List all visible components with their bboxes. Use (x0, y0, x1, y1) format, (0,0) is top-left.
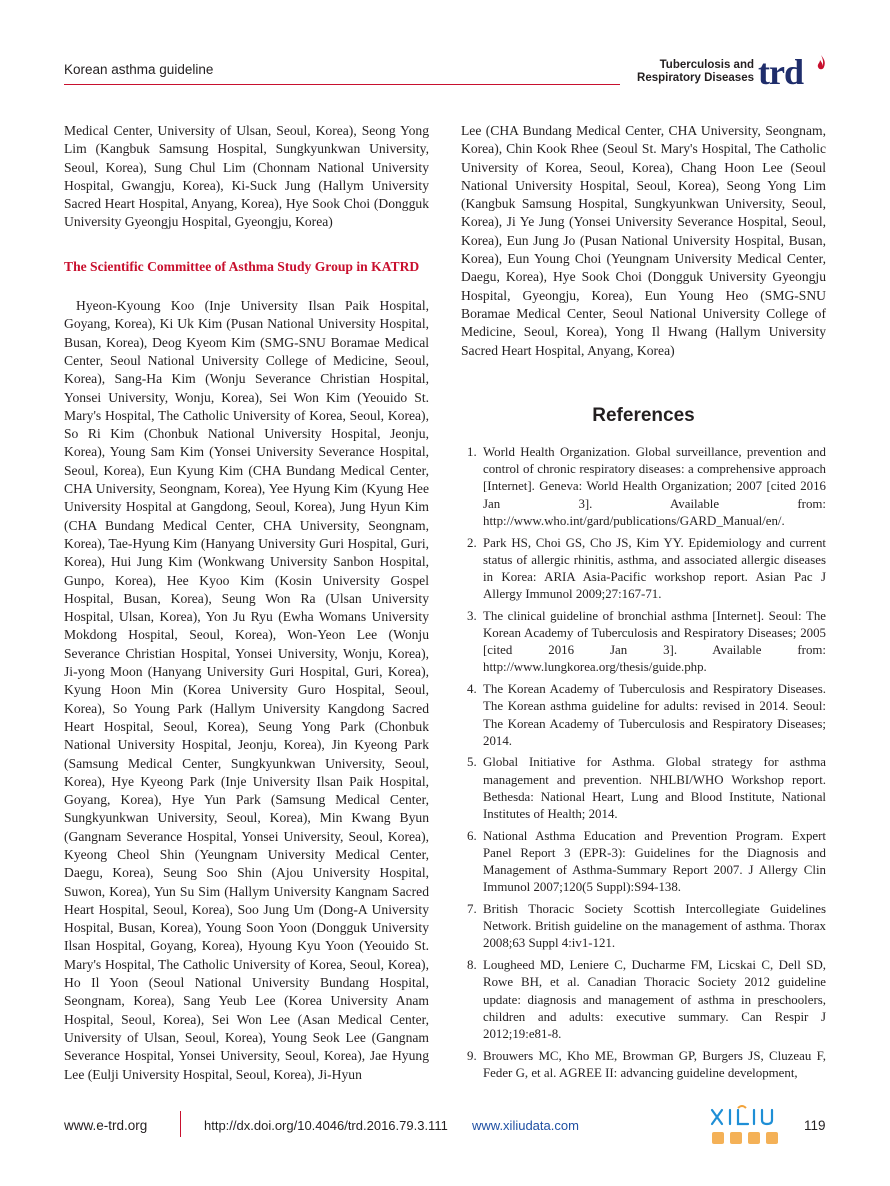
reference-number: 6. (467, 828, 477, 843)
watermark-logo-icon (708, 1104, 798, 1148)
reference-number: 5. (467, 755, 477, 770)
journal-site-link[interactable]: www.e-trd.org (64, 1118, 148, 1133)
reference-text: Park HS, Choi GS, Cho JS, Kim YY. Epidemiology and current status of allergic rhinitis, asthma, and associated allergic diseases in Korea: ARIA Asia-Pacific workshop report. Asian Pac J Allergy Immunol 2009;27:167-71. (483, 535, 826, 602)
journal-name-line2: Respiratory Diseases (637, 72, 754, 84)
section-title: The Scientific Committee of Asthma Study Group in KATRD (64, 258, 420, 274)
reference-number: 8. (467, 958, 477, 973)
reference-text: The clinical guideline of bronchial asthma [Internet]. Seoul: The Korean Academy of Tuberculosis and Respiratory Diseases; 2005 [cited 2016 Jan 3]. Available from: http://www.lungkorea.org/thesis/guide.php. (483, 608, 826, 675)
reference-item (461, 681, 826, 750)
left-column (64, 122, 429, 1084)
reference-number: 4. (467, 682, 477, 697)
page-number: 119 (804, 1118, 826, 1133)
doi-link[interactable]: http://dx.doi.org/10.4046/trd.2016.79.3.111 (204, 1118, 448, 1133)
reference-item (461, 754, 826, 823)
reference-item (461, 828, 826, 897)
watermark-url: www.xiliudata.com (472, 1118, 579, 1133)
reference-item (461, 957, 826, 1043)
reference-text: Lougheed MD, Leniere C, Ducharme FM, Licskai C, Dell SD, Rowe BH, et al. Canadian Thoracic Society 2012 guideline update: diagnosis and management of asthma in preschoolers, children and adults: executive summary. Can Respir J 2012;19:e81-8. (483, 958, 826, 1041)
reference-text: National Asthma Education and Prevention Program. Expert Panel Report 3 (EPR-3): Guidelines for the Diagnosis and Management of Asthma-Summary Report 2007. J Allergy Clin Immunol 2007;120(5 Suppl):S94-138. (483, 828, 826, 895)
committee-members-continued-right: Lee (CHA Bundang Medical Center, CHA University, Seongnam, Korea), Chin Kook Rhee (Seoul St. Mary's Hospital, The Catholic University of Korea, Seoul, Korea), Chang Hoon Lee (Seoul National University Hospital, Seoul, Korea), Seong Yong Lim (Kangbuk Samsung Hospital, Sungkyunkwan University, Seoul, Korea), Ji Ye Jung (Yonsei University Severance Hospital, Seoul, Korea), Eun Jung Jo (Pusan National University Hospital, Busan, Korea), Eun Young Choi (Yeungnam University Medical Center, Daegu, Korea), Hye Sook Choi (Dongguk University Gyeongju Hospital, Gyeongju, Korea), Eun Young Heo (SMG-SNU Boramae Medical Center, Seoul National University College of Medicine, Seoul, Korea), Yong Il Hwang (Hallym University Sacred Heart Hospital, Anyang, Korea) (461, 123, 826, 358)
references-heading: References (592, 405, 695, 426)
running-title: Korean asthma guideline (64, 62, 214, 77)
footer-divider (180, 1111, 181, 1137)
reference-number: 2. (467, 535, 477, 550)
committee-members: Hyeon-Kyoung Koo (Inje University Ilsan Paik Hospital, Goyang, Korea), Ki Uk Kim (Pusan National University Hospital, Busan, Korea), Deog Kyeom Kim (SMG-SNU Boramae Medical Center, Seoul National University College of Medicine, Seoul, Korea), Sang-Ha Kim (Wonju Severance Christian Hospital, Yonsei University, Wonju, Korea), Sei Won Kim (Yeouido St. Mary's Hospital, The Catholic University of Korea, Seoul, Korea), So Ri Kim (Chonbuk National University Hospital, Jeonju, Korea), Young Sam Kim (Yonsei University Severance Hospital, Seoul, Korea), Eun Kyung Kim (CHA Bundang Medical Center, CHA University, Seongnam, Korea), Yee Hyung Kim (Kyung Hee University Hospital at Gangdong, Seoul, Korea), Jung Hyun Kim (CHA Bundang Medical Center, CHA University, Seongnam, Korea), Tae-Hyung Kim (Hanyang University Guri Hospital, Guri, Korea), Hui Jung Kim (Wonkwang University Sanbon Hospital, Gunpo, Korea), Hee Kyoo Kim (Kosin University Gospel Hospital, Busan, Korea), Seung Won Ra (Ulsan University Hospital, Ulsan, Korea), Yon Ju Ryu (Ewha Womans University Mokdong Hospital, Seoul, Korea), Won-Yeon Lee (Wonju Severance Christian Hospital, Yonsei University, Wonju, Korea), Ji-yong Moon (Hanyang University Guri Hospital, Guri, Korea), Kyung Hoon Min (Korea University Guro Hospital, Seoul, Korea), So Young Park (Hallym University Kangdong Sacred Heart Hospital, Seoul, Korea), Seung Yong Park (Chonbuk National University Hospital, Jeonju, Korea), Jin Kyeong Park (Samsung Medical Center, Sungkyunkwan University, Seoul, Korea), Hye Kyeong Park (Inje University Ilsan Paik Hospital, Goyang, Korea), Hye Yun Park (Samsung Medical Center, Sungkyunkwan University, Seoul, Korea), Min Kwang Byun (Gangnam Severance Hospital, Yonsei University, Seoul, Korea), Kyeong Cheol Shin (Yeungnam University Medical Center, Daegu, Korea), Seung Soo Shin (Ajou University Hospital, Suwon, Korea), Yun Su Sim (Hallym University Kangnam Sacred Heart Hospital, Seoul, Korea), Soo Jung Um (Dong-A University Hospital, Busan, Korea), Young Soon Yoon (Dongguk University Ilsan Hospital, Goyang, Korea), Hyoung Kyu Yoon (Yeouido St. Mary's Hospital, The Catholic University of Korea, Seoul, Korea), Ho Il Yoon (Seoul National University Bundang Hospital, Seongnam, Korea), Sang Yeub Lee (Korea University Anam Hospital, Seoul, Korea), Sei Won Lee (Asan Medical Center, University of Ulsan, Seoul, Korea), Young Seok Lee (Gangnam Severance Hospital, Yonsei University, Seoul, Korea), Jae Hyung Lee (Eulji University Hospital, Seoul, Korea), Ji-Hyun (64, 298, 429, 1082)
reference-item (461, 535, 826, 604)
reference-number: 7. (467, 902, 477, 917)
reference-number: 9. (467, 1048, 477, 1063)
reference-text: Global Initiative for Asthma. Global strategy for asthma management and prevention. NHLBI/WHO Workshop report. Bethesda: National Heart, Lung and Blood Institute, National Institutes of Health; 2014. (483, 755, 826, 822)
header-divider (64, 84, 620, 85)
reference-text: British Thoracic Society Scottish Intercollegiate Guidelines Network. British guideline on the management of asthma. Thorax 2008;63 Suppl 4:iv1-121. (483, 902, 826, 951)
logo-flame-icon (814, 54, 828, 72)
journal-name-line1: Tuberculosis and (659, 59, 754, 71)
journal-name (622, 59, 754, 85)
reference-item (461, 608, 826, 677)
reference-text: World Health Organization. Global surveillance, prevention and control of chronic respiratory diseases: a comprehensive approach [Internet]. Geneva: World Health Organization; 2007 [cited 2016 Jan 3]. Available from: http://www.who.int/gard/publications/GARD_Manual/en/. (483, 445, 826, 528)
reference-item (461, 901, 826, 953)
committee-members-continued: Medical Center, University of Ulsan, Seoul, Korea), Seong Yong Lim (Kangbuk Samsung Hospital, Sungkyunkwan University, Seoul, Korea), Sung Chul Lim (Chonnam National University Hospital, Gwangju, Korea), Ki-Suck Jung (Hallym University Sacred Heart Hospital, Anyang, Korea), Hye Sook Choi (Dongguk University Gyeongju Hospital, Gyeongju, Korea) (64, 123, 429, 230)
journal-logo: trd (758, 52, 803, 92)
reference-number: 1. (467, 445, 477, 459)
reference-number: 3. (467, 608, 477, 623)
reference-list (461, 444, 826, 1087)
reference-item (461, 1048, 826, 1082)
reference-item (461, 444, 826, 530)
right-column (461, 122, 826, 360)
reference-text: The Korean Academy of Tuberculosis and Respiratory Diseases. The Korean asthma guideline for adults: revised in 2014. Seoul: The Korean Academy of Tuberculosis and Respiratory Diseases; 2014. (483, 682, 826, 748)
reference-text: Brouwers MC, Kho ME, Browman GP, Burgers JS, Cluzeau F, Feder G, et al. AGREE II: advancing guideline development, (483, 1048, 826, 1080)
